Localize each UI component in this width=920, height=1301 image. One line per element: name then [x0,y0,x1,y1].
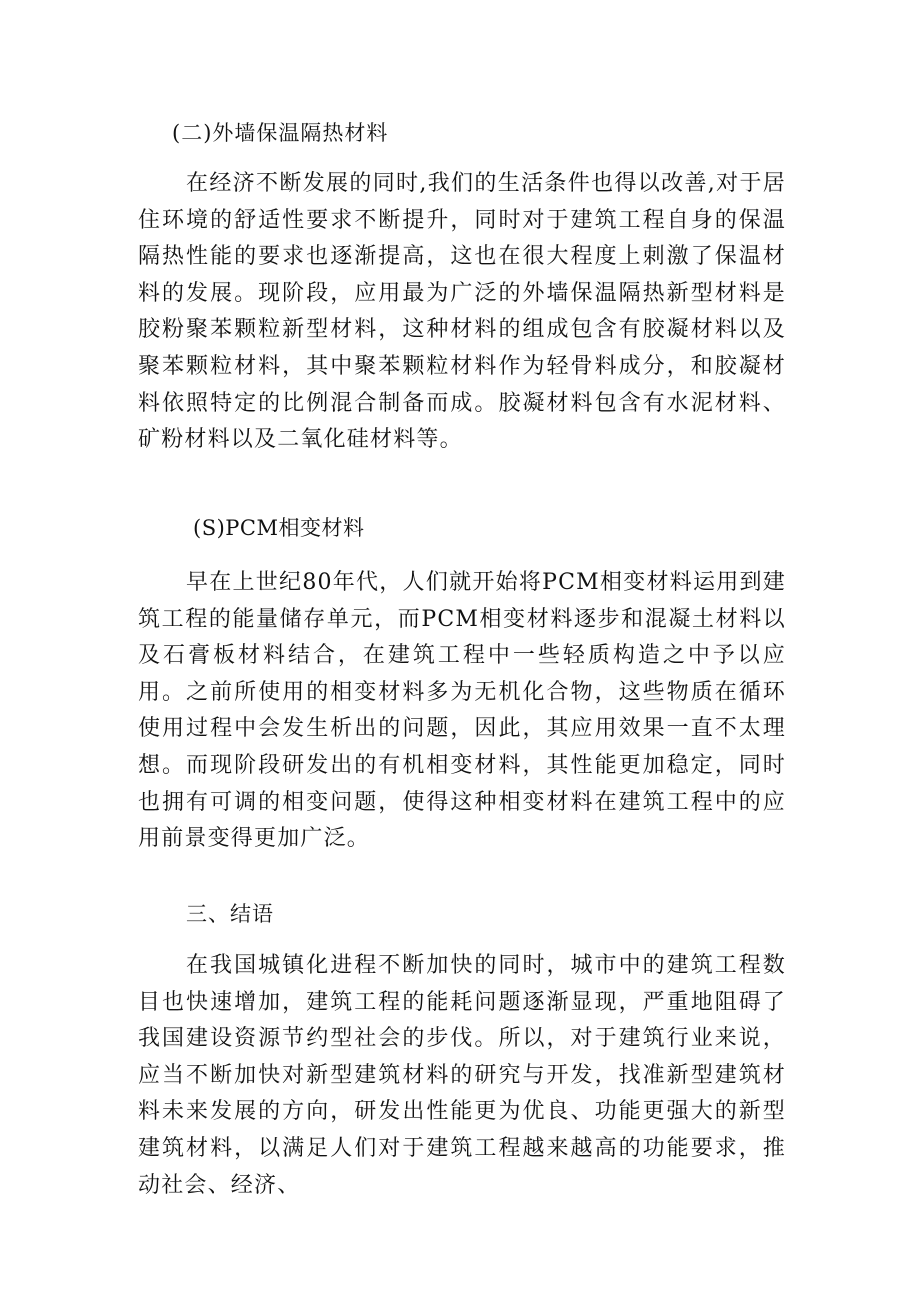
section-heading-insulation: (二)外墙保温隔热材料 [172,121,389,145]
section-heading-pcm: (S)PCM相变材料 [193,516,365,540]
section-heading-conclusion: 三、结语 [186,902,274,926]
paragraph-pcm: 早在上世纪80年代，人们就开始将PCM相变材料运用到建筑工程的能量储存单元，而PCM相变材料逐步和混凝土材料以及石膏板材料结合，在建筑工程中一些轻质构造之中予以应用。之前所使用的相变材料多为无机化合物，这些物质在循环使用过程中会发生析出的问题，因此，其应用效果一直不太理想。而现阶段研发出的有机相变材料，其性能更加稳定，同时也拥有可调的相变问题，使得这种相变材料在建筑工程中的应用前景变得更加广泛。 [138,570,786,852]
paragraph-conclusion: 在我国城镇化进程不断加快的同时，城市中的建筑工程数目也快速增加，建筑工程的能耗问题逐渐显现，严重地阻碍了我国建设资源节约型社会的步伐。所以，对于建筑行业来说，应当不断加快对新型建筑材料的研究与开发，找准新型建筑材料未来发展的方向，研发出性能更为优良、功能更强大的新型建筑材料，以满足人们对于建筑工程越来越高的功能要求，推动社会、经济、 [138,953,786,1198]
paragraph-insulation: 在经济不断发展的同时,我们的生活条件也得以改善,对于居住环境的舒适性要求不断提升，同时对于建筑工程自身的保温隔热性能的要求也逐渐提高，这也在很大程度上刺激了保温材料的发展。现阶段，应用最为广泛的外墙保温隔热新型材料是胶粉聚苯颗粒新型材料，这种材料的组成包含有胶凝材料以及聚苯颗粒材料，其中聚苯颗粒材料作为轻骨料成分，和胶凝材料依照特定的比例混合制备而成。胶凝材料包含有水泥材料、矿粉材料以及二氧化硅材料等。 [138,171,786,453]
